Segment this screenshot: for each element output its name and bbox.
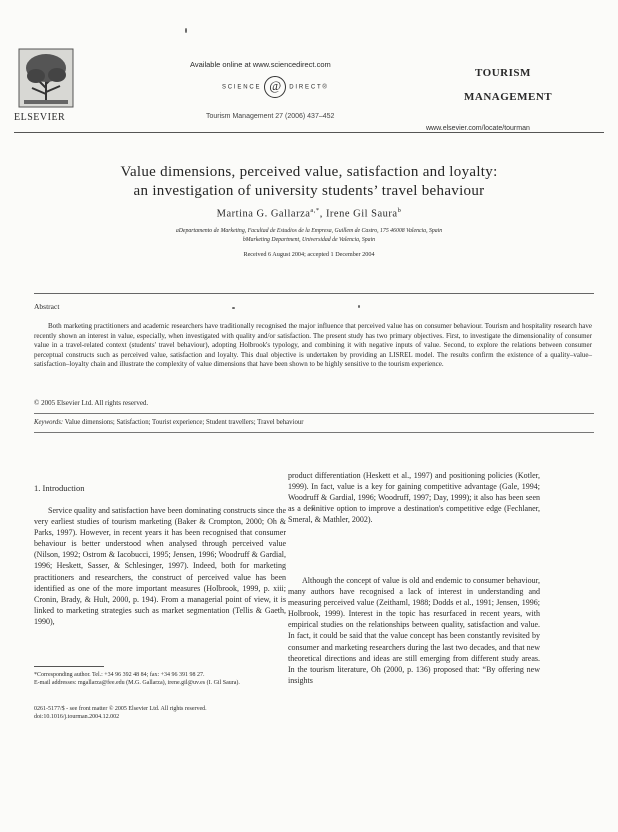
scan-speck <box>232 307 235 309</box>
column1-paragraph: Service quality and satisfaction have been dominating constructs since the very earliest studies of tourism marketing (Baker & Crompton, 2000; Oh & Parks, 1997). However, in recent years it has been recognised that consumer behaviour is better understood when analysed through perceived value (Nilson, 1992; Ostrom & Iacobucci, 1995; Jensen, 1996; Woodruff & Gardial, 1996; Heskett, Sasser, & Schlesinger, 1997). Indeed, both for marketing practitioners and researchers, the construct of perceived value has been identified as one of the more important measures (Holbrook, 1999, p. xiii; Cronin, Brady, & Hult, 2000, p. 194). From a managerial point of view, it is linked to marketing strategies such as market segmentation (Tellis & Gaeth, 1990), <box>34 506 286 626</box>
footnote-corresponding <box>34 672 286 687</box>
article-title-line1: Value dimensions, perceived value, satisfaction and loyalty: <box>120 164 498 180</box>
footnote-doi: doi:10.1016/j.tourman.2004.12.002 <box>34 714 120 720</box>
at-symbol-icon: @ <box>264 76 286 98</box>
publisher-name: ELSEVIER <box>14 112 66 123</box>
journal-url[interactable]: www.elsevier.com/locate/tourman <box>426 125 530 132</box>
available-online-text: Available online at www.sciencedirect.com <box>190 60 331 69</box>
sciencedirect-left: SCIENCE <box>222 84 262 91</box>
article-title-line2: an investigation of university students’ travel behaviour <box>133 183 485 199</box>
elsevier-tree-logo <box>18 48 74 108</box>
author-affiliation-mark: b <box>397 207 402 214</box>
journal-title-line1: TOURISM <box>475 67 531 79</box>
journal-citation: Tourism Management 27 (2006) 437–452 <box>206 113 335 120</box>
author-list <box>0 207 618 220</box>
header-rule <box>14 132 604 133</box>
email-addresses: E-mail addresses: mgallarza@fee.edu (M.G. Gallarza), irene.gil@uv.es (I. Gil Saura). <box>34 679 240 686</box>
affiliation-b: bMarketing Department, Universidad de Valencia, Spain <box>242 237 376 243</box>
abstract-copyright: © 2005 Elsevier Ltd. All rights reserved. <box>34 399 149 407</box>
keywords-label: Keywords: <box>34 419 64 426</box>
author-separator: , <box>319 208 326 220</box>
column2-paragraph1: product differentiation (Heskett et al., 1997) and positioning policies (Kotler, 1999). In fact, value is a key for gaining competitive advantage (Gale, 1994; Woodruff & Gardial, 1996; Woodruff, 1997; Day, 1999); it also has been seen as a definitive option to improve a destination's competitive edge (Fechlaner, Smeral, & Mathler, 2002). <box>288 471 540 525</box>
scan-speck <box>358 305 360 308</box>
abstract-heading: Abstract <box>34 302 60 311</box>
keywords-line <box>34 419 304 426</box>
author-name: Irene Gil Saura <box>325 208 398 220</box>
abstract-top-rule <box>34 293 594 294</box>
author-affiliation-mark: a,* <box>310 207 320 214</box>
keywords-bottom-rule <box>34 432 594 433</box>
journal-title-line2: MANAGEMENT <box>464 91 553 103</box>
footnote-issn: 0261-5177/$ - see front matter © 2005 Elsevier Ltd. All rights reserved. <box>34 706 207 712</box>
affiliation-a: aDepartamento de Marketing, Facultad de Estudios de la Empresa, Guillem de Castro, 175 46008 Valencia, Spain <box>175 228 443 234</box>
section-heading: 1. Introduction <box>34 483 85 493</box>
author-name: Martina G. Gallarza <box>216 208 311 220</box>
sciencedirect-logo <box>222 76 329 98</box>
footnote-rule <box>34 666 104 667</box>
sciencedirect-right: DIRECT <box>289 84 323 91</box>
registered-mark: ® <box>322 84 329 91</box>
keywords-list: Value dimensions; Satisfaction; Tourist experience; Student travellers; Travel behaviour <box>64 419 304 426</box>
keywords-top-rule <box>34 413 594 414</box>
column2-paragraph2: Although the concept of value is old and endemic to consumer behaviour, many authors have recognised a lack of interest in understanding and measuring perceived value (Zeithaml, 1988; Dodds et al., 1991; Jensen, 1996; Holbrook, 1999). Interest in the topic has resurfaced in recent years, with empirical studies on the relationships between quality, satisfaction and value. In fact, it could be said that the value concept has been constantly revisited by consumer and marketing researchers during the last two decades, and that new theoretical directions and ideas are still emerging from different study areas. In the tourism literature, Oh (2000, p. 136) proposed that: “By offering new insights <box>288 576 540 685</box>
article-dates: Received 6 August 2004; accepted 1 December 2004 <box>243 251 375 258</box>
abstract-body: Both marketing practitioners and academic researchers have traditionally recognised the major influence that perceived value has on consumer behaviour. Tourism and hospitality research have recently shown an interest in value, especially, when investigated with quality and/or satisfaction. The present study has two primary objectives. First, to investigate the dimensionality of consumer value in a travel-related context (students' travel behaviour), adopting Holbrook's typology, and combining it with negative inputs of value. Second, to explore the relations between consumer perceptual constructs such as perceived value, satisfaction and loyalty. This dual objective is undertaken by providing an LISREL model. The results confirm the existence of a quality–value–satisfaction–loyalty chain and illustrate the complexity of value dimensions that have been shown to be highly sensitive to the tourism experience. <box>34 322 592 368</box>
corresponding-author: *Corresponding author. Tel.: +34 96 392 48 84; fax: +34 96 391 98 27. <box>34 672 205 678</box>
scan-speck <box>185 28 187 33</box>
